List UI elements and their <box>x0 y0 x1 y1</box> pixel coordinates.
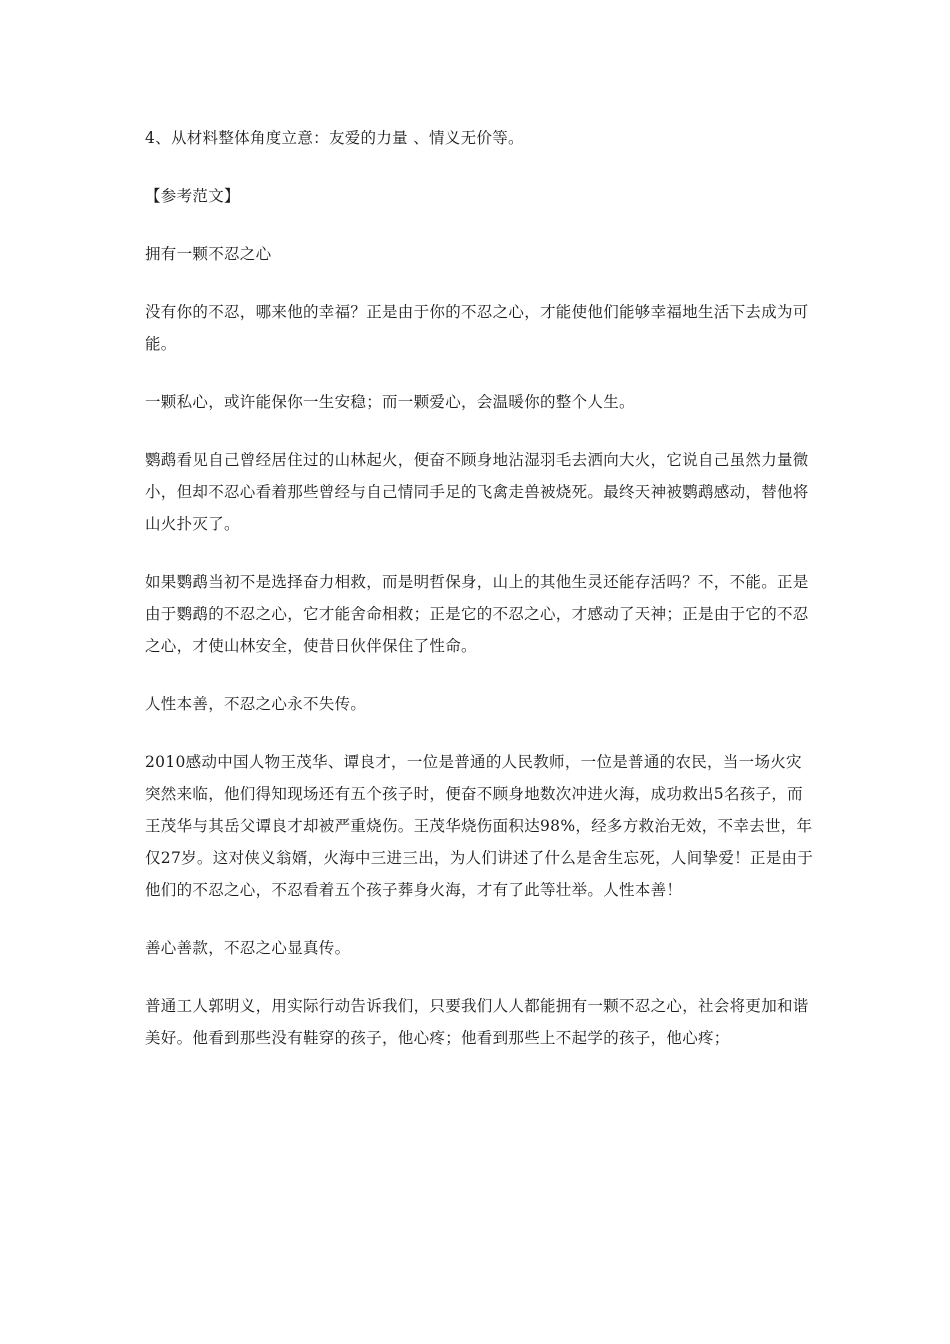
document-body <box>145 122 815 1054</box>
paragraph: 如果鹦鹉当初不是选择奋力相救，而是明哲保身，山上的其他生灵还能存活吗？不，不能。正是由于鹦鹉的不忍之心，它才能舍命相救；正是它的不忍之心，才感动了天神；正是由于它的不忍之心，才使山林安全，使昔日伙伴保住了性命。 <box>145 573 809 655</box>
paragraph: 鹦鹉看见自己曾经居住过的山林起火，便奋不顾身地沾湿羽毛去洒向大火，它说自己虽然力量微小，但却不忍心看着那些曾经与自己情同手足的飞禽走兽被烧死。最终天神被鹦鹉感动，替他将山火扑灭了。 <box>145 451 809 533</box>
paragraph: 普通工人郭明义，用实际行动告诉我们，只要我们人人都能拥有一颗不忍之心，社会将更加和谐美好。他看到那些没有鞋穿的孩子，他心疼；他看到那些上不起学的孩子，他心疼； <box>145 997 809 1047</box>
paragraph: 没有你的不忍，哪来他的幸福？正是由于你的不忍之心，才能使他们能够幸福地生活下去成为可能。 <box>145 303 809 353</box>
paragraph: 一颗私心，或许能保你一生安稳；而一颗爱心，会温暖你的整个人生。 <box>145 393 635 411</box>
point-4: 4、从材料整体角度立意：友爱的力量 、情义无价等。 <box>145 129 524 147</box>
paragraph: 人性本善，不忍之心永不失传。 <box>145 695 367 713</box>
reference-heading: 【参考范文】 <box>145 187 240 205</box>
paragraph: 2010感动中国人物王茂华、谭良才，一位是普通的人民教师，一位是普通的农民，当一场火灾突然来临，他们得知现场还有五个孩子时，便奋不顾身地数次冲进火海，成功救出5名孩子，而王茂华与其岳父谭良才却被严重烧伤。王茂华烧伤面积达98%，经多方救治无效，不幸去世，年仅27岁。这对侠义翁婿，火海中三进三出，为人们讲述了什么是舍生忘死，人间挚爱！正是由于他们的不忍之心，不忍看着五个孩子葬身火海，才有了此等壮举。人性本善！ <box>145 753 814 899</box>
paragraph: 善心善款，不忍之心显真传。 <box>145 939 351 957</box>
essay-title: 拥有一颗不忍之心 <box>145 245 272 263</box>
